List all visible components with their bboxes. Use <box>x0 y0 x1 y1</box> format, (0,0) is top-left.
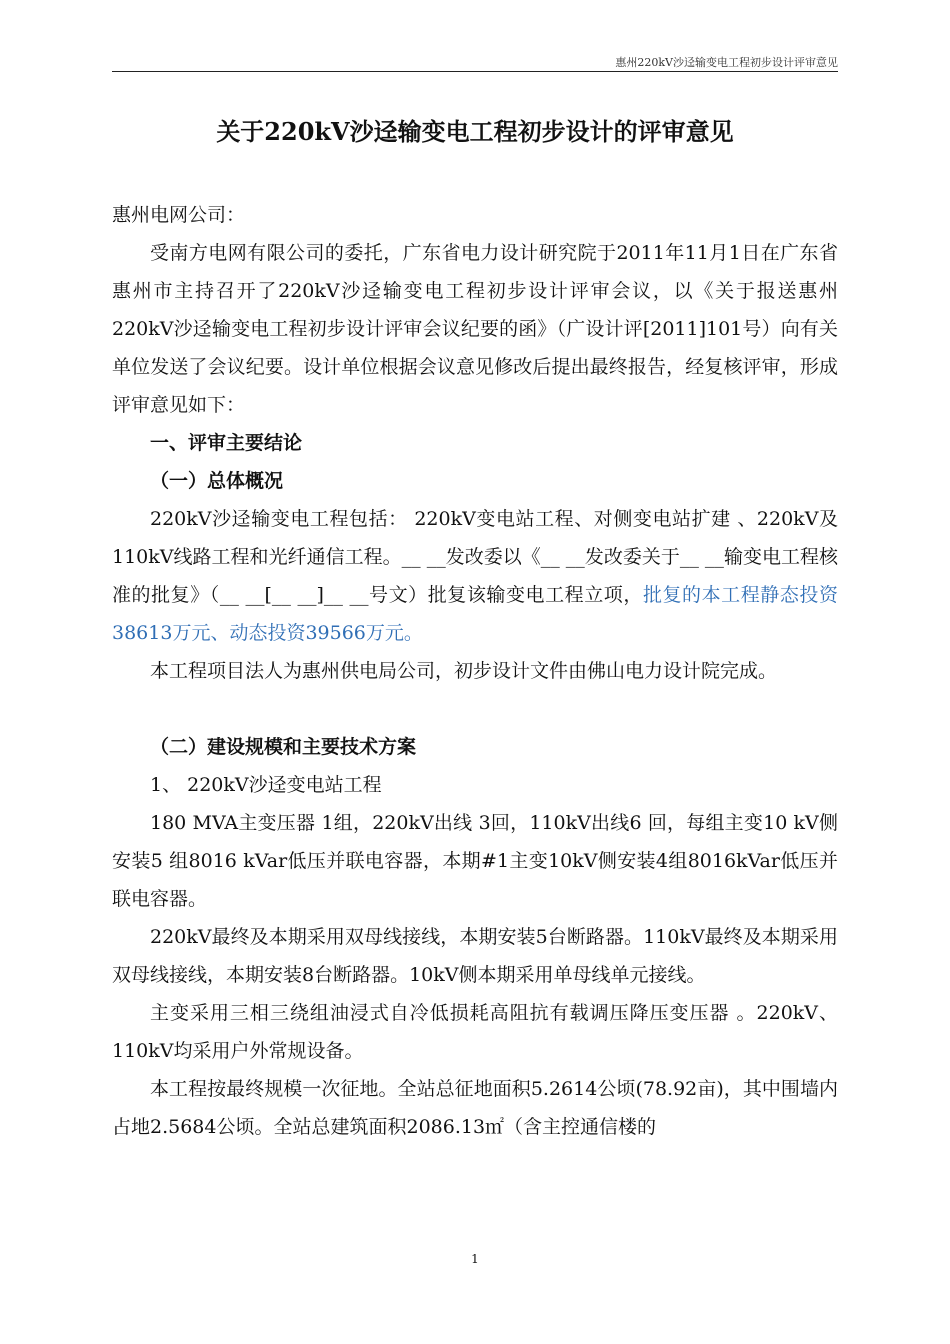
document-title: 关于220kV沙迳输变电工程初步设计的评审意见 <box>216 117 734 146</box>
overview-paragraph <box>112 500 838 652</box>
document-body <box>112 196 838 1146</box>
subsection-heading-overview: （一）总体概况 <box>150 470 284 492</box>
overview-text: 220kV沙迳输变电工程包括： 220kV变电站工程、对侧变电站扩建 、220kV及110kV线路工程和光纤通信工程。__ __发改委以《__ __发改委关于__ __输变电工程核准的批复》（__ __[__ __]__ __号文）批复该输变电工程立项， <box>112 508 838 606</box>
item-substation: 1、 220kV沙迳变电站工程 <box>150 774 382 796</box>
intro-paragraph: 受南方电网有限公司的委托，广东省电力设计研究院于2011年11月1日在广东省惠州市主持召开了220kV沙迳输变电工程初步设计评审会议，以《关于报送惠州220kV沙迳输变电工程初步设计评审会议纪要的函》（广设计评[2011]101号）向有关单位发送了会议纪要。设计单位根据会议意见修改后提出最终报告，经复核评审，形成评审意见如下： <box>112 242 838 416</box>
section-heading-conclusions: 一、评审主要结论 <box>150 432 303 454</box>
land-paragraph: 本工程按最终规模一次征地。全站总征地面积5.2614公顷(78.92亩)，其中围墙内占地2.5684公顷。全站总建筑面积2086.13㎡（含主控通信楼的 <box>112 1078 838 1138</box>
page-number: 1 <box>471 1252 479 1266</box>
salutation: 惠州电网公司： <box>112 204 246 226</box>
transformer-paragraph: 180 MVA主变压器 1组，220kV出线 3回，110kV出线6 回，每组主变10 kV侧安装5 组8016 kVar低压并联电容器，本期#1主变10kV侧安装4组8016kVar低压并联电容器。 <box>112 812 838 910</box>
project-owner-paragraph: 本工程项目法人为惠州供电局公司，初步设计文件由佛山电力设计院完成。 <box>150 660 778 682</box>
running-header: 惠州220kV沙迳输变电工程初步设计评审意见 <box>615 56 838 69</box>
subsection-heading-scale: （二）建设规模和主要技术方案 <box>150 736 417 758</box>
investment-highlight: 批复的本工程静态投资38613万元、动态投资39566万元。 <box>112 584 838 644</box>
spacer <box>112 690 838 728</box>
busbar-paragraph: 220kV最终及本期采用双母线接线，本期安装5台断路器。110kV最终及本期采用双母线接线，本期安装8台断路器。10kV侧本期采用单母线单元接线。 <box>112 926 838 986</box>
header-divider <box>112 71 838 72</box>
equipment-paragraph: 主变采用三相三绕组油浸式自冷低损耗高阻抗有载调压降压变压器 。220kV、110kV均采用户外常规设备。 <box>112 1002 838 1062</box>
